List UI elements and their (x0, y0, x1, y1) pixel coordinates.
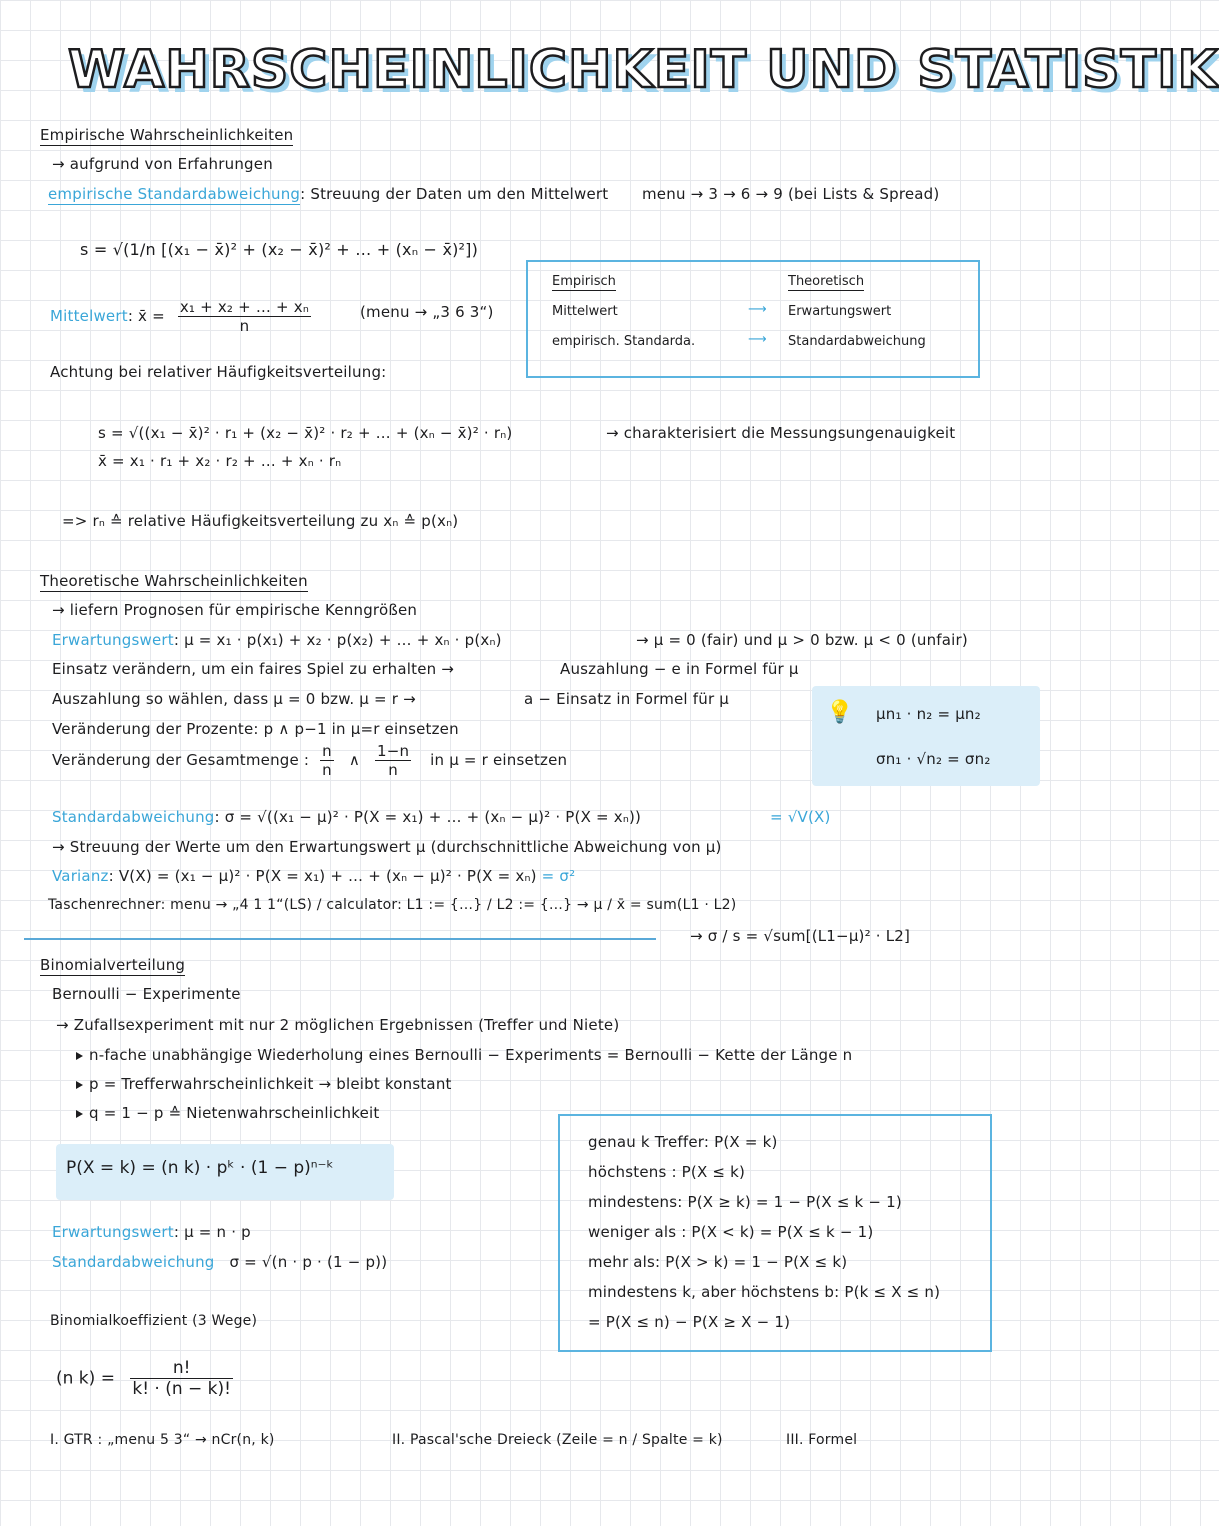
mittelwert-menu: (menu → „3 6 3“) (360, 303, 494, 321)
bullet-text: q = 1 − p ≙ Nietenwahrscheinlichkeit (89, 1104, 380, 1122)
bullet-text: n-fache unabhängige Wiederholung eines Bernoulli − Experiments = Bernoulli − Kette der Länge n (89, 1046, 853, 1064)
tip-sigma: σn₁ · √n₂ = σn₂ (876, 750, 991, 768)
and-symbol: ∧ (348, 751, 361, 769)
table-head-empirisch: Empirisch (552, 274, 616, 289)
koeff-denominator: k! · (n − k)! (132, 1379, 231, 1399)
page-title: WAHRSCHEINLICHKEIT UND STATISTIK (68, 40, 1219, 100)
fraction-denominator: n (322, 761, 332, 779)
prozente-line: Veränderung der Prozente: p ∧ p−1 in μ=r einsetzen (52, 720, 459, 738)
ew-line (52, 631, 502, 649)
emp-sd-label: empirische Standardabweichung (48, 185, 301, 203)
mittelwert-prefix: : x̄ = (127, 307, 165, 325)
section-heading-empirisch: Empirische Wahrscheinlichkeiten (40, 126, 294, 144)
ew-label: Erwartungswert (52, 631, 174, 649)
rule-line: mindestens k, aber höchstens b: P(k ≤ X ≤ n) (588, 1283, 941, 1301)
binom-sd-label: Standardabweichung (52, 1253, 215, 1271)
section-heading-theoretisch: Theoretische Wahrscheinlichkeiten (40, 572, 308, 590)
binomialkoeffizient-formula (56, 1358, 233, 1399)
einsatz-result: Auszahlung − e in Formel für μ (560, 660, 799, 678)
mittelwert-numerator: x₁ + x₂ + … + xₙ (179, 298, 309, 316)
einsatz-line: Einsatz verändern, um ein faires Spiel zu erhalten → (52, 660, 455, 678)
taschenrechner-line: Taschenrechner: menu → „4 1 1“(LS) / calculator: L1 := {…} / L2 := {…} → μ / x̄ = sum(L1 · L2) (48, 897, 737, 913)
mittelwert-label: Mittelwert (50, 307, 128, 325)
emp-menu-path: menu → 3 → 6 → 9 (bei Lists & Spread) (642, 185, 940, 203)
binom-sd-formula: σ = √(n · p · (1 − p)) (229, 1253, 388, 1271)
koeff-fraction (130, 1358, 233, 1399)
section-heading-binomial: Binomialverteilung (40, 956, 186, 974)
gesamtmenge-end: in μ = r einsetzen (430, 751, 568, 769)
ew-note: → μ = 0 (fair) und μ > 0 bzw. μ < 0 (unfair) (636, 631, 968, 649)
table-cell: Erwartungswert (788, 304, 892, 319)
tip-mu: μn₁ · n₂ = μn₂ (876, 705, 981, 723)
gesamtmenge-label: Veränderung der Gesamtmenge : (52, 751, 310, 769)
bullet-item (76, 1104, 379, 1122)
binomial-pmf-formula: P(X = k) = (n k) · pᵏ · (1 − p)ⁿ⁻ᵏ (66, 1158, 334, 1178)
theo-sd-line (52, 808, 641, 826)
achtung-line: Achtung bei relativer Häufigkeitsverteilung: (50, 363, 387, 381)
rule-line: höchstens : P(X ≤ k) (588, 1163, 746, 1181)
rule-line: genau k Treffer: P(X = k) (588, 1133, 778, 1151)
binom-sd-line (52, 1253, 387, 1271)
binom-ew-formula: : μ = n · p (173, 1223, 251, 1241)
theo-sd-formula: : σ = √((x₁ − μ)² · P(X = x₁) + … + (xₙ − μ)² · P(X = xₙ)) (214, 808, 642, 826)
theo-sd-label: Standardabweichung (52, 808, 215, 826)
theo-sd-v: = √V(X) (770, 808, 831, 826)
rule-line: weniger als : P(X < k) = P(X ≤ k − 1) (588, 1223, 874, 1241)
table-head-theoretisch: Theoretisch (788, 274, 865, 289)
arrow-right-icon: ⟶ (748, 332, 767, 347)
binom-ew-line (52, 1223, 251, 1241)
varianz-label: Varianz (52, 867, 109, 885)
ew-formula: : μ = x₁ · p(x₁) + x₂ · p(x₂) + … + xₙ · p(xₙ) (173, 631, 502, 649)
bullet-item (76, 1075, 452, 1093)
table-cell: empirisch. Standarda. (552, 334, 696, 349)
binom-ew-label: Erwartungswert (52, 1223, 174, 1241)
taschenrechner-line2: → σ / s = √sum[(L1−μ)² · L2] (690, 927, 911, 945)
mittelwert-line (50, 298, 311, 335)
section-divider (24, 938, 656, 940)
empirisch-line1: → aufgrund von Erfahrungen (52, 155, 273, 173)
emp-s-formula: s = √(1/n [(x₁ − x̄)² + (x₂ − x̄)² + … + (xₙ − x̄)²]) (80, 240, 479, 259)
binomialkoeffizient-heading: Binomialkoeffizient (3 Wege) (50, 1313, 258, 1329)
rn-line: => rₙ ≙ relative Häufigkeitsverteilung zu xₙ ≙ p(xₙ) (62, 512, 459, 530)
lightbulb-icon: 💡 (826, 700, 854, 725)
mittelwert-denominator: n (239, 317, 250, 335)
mittelwert-fraction (178, 298, 311, 335)
bullet-icon (76, 1052, 83, 1060)
bullet-icon (76, 1081, 83, 1089)
bullet-text: p = Trefferwahrscheinlichkeit → bleibt konstant (89, 1075, 452, 1093)
emp-sd-line (48, 185, 608, 203)
zufall-line: → Zufallsexperiment mit nur 2 möglichen Ergebnissen (Treffer und Niete) (56, 1016, 620, 1034)
fraction-denominator: n (388, 761, 398, 779)
fraction (320, 742, 334, 779)
rule-line: mehr als: P(X > k) = 1 − P(X ≤ k) (588, 1253, 848, 1271)
bullet-item (76, 1046, 852, 1064)
table-cell: Standardabweichung (788, 334, 926, 349)
char-note: → charakterisiert die Messungsungenauigkeit (606, 424, 956, 442)
rule-line: mindestens: P(X ≥ k) = 1 − P(X ≤ k − 1) (588, 1193, 902, 1211)
weg-2: II. Pascal'sche Dreieck (Zeile = n / Spalte = k) (392, 1432, 723, 1448)
fraction (375, 742, 411, 779)
varianz-sigma: = σ² (541, 867, 576, 885)
varianz-formula: : V(X) = (x₁ − μ)² · P(X = x₁) + … + (xₙ − μ)² · P(X = xₙ) (108, 867, 537, 885)
emp-sd-desc: : Streuung der Daten um den Mittelwert (300, 185, 609, 203)
table-cell: Mittelwert (552, 304, 618, 319)
gesamtmenge-line (52, 742, 567, 779)
rule-line: = P(X ≤ n) − P(X ≥ X − 1) (588, 1313, 791, 1331)
fraction-numerator: 1−n (376, 742, 410, 760)
koeff-lhs: (n k) = (56, 1368, 115, 1389)
varianz-line (52, 867, 575, 885)
fraction-numerator: n (322, 742, 332, 760)
theo-sd-desc: → Streuung der Werte um den Erwartungswert μ (durchschnittliche Abweichung von μ) (52, 838, 722, 856)
weg-1: I. GTR : „menu 5 3“ → nCr(n, k) (50, 1432, 275, 1448)
xbar-rel-formula: x̄ = x₁ · r₁ + x₂ · r₂ + … + xₙ · rₙ (98, 452, 342, 470)
weg-3: III. Formel (786, 1432, 858, 1448)
auszahlung-result: a − Einsatz in Formel für μ (524, 690, 730, 708)
theo-line1: → liefern Prognosen für empirische Kenngrößen (52, 601, 418, 619)
bernoulli-heading: Bernoulli − Experimente (52, 985, 241, 1003)
s-rel-formula: s = √((x₁ − x̄)² · r₁ + (x₂ − x̄)² · r₂ + … + (xₙ − x̄)² · rₙ) (98, 424, 513, 442)
auszahlung-line: Auszahlung so wählen, dass μ = 0 bzw. μ = r → (52, 690, 416, 708)
arrow-right-icon: ⟶ (748, 302, 767, 317)
bullet-icon (76, 1110, 83, 1118)
koeff-numerator: n! (130, 1358, 233, 1379)
